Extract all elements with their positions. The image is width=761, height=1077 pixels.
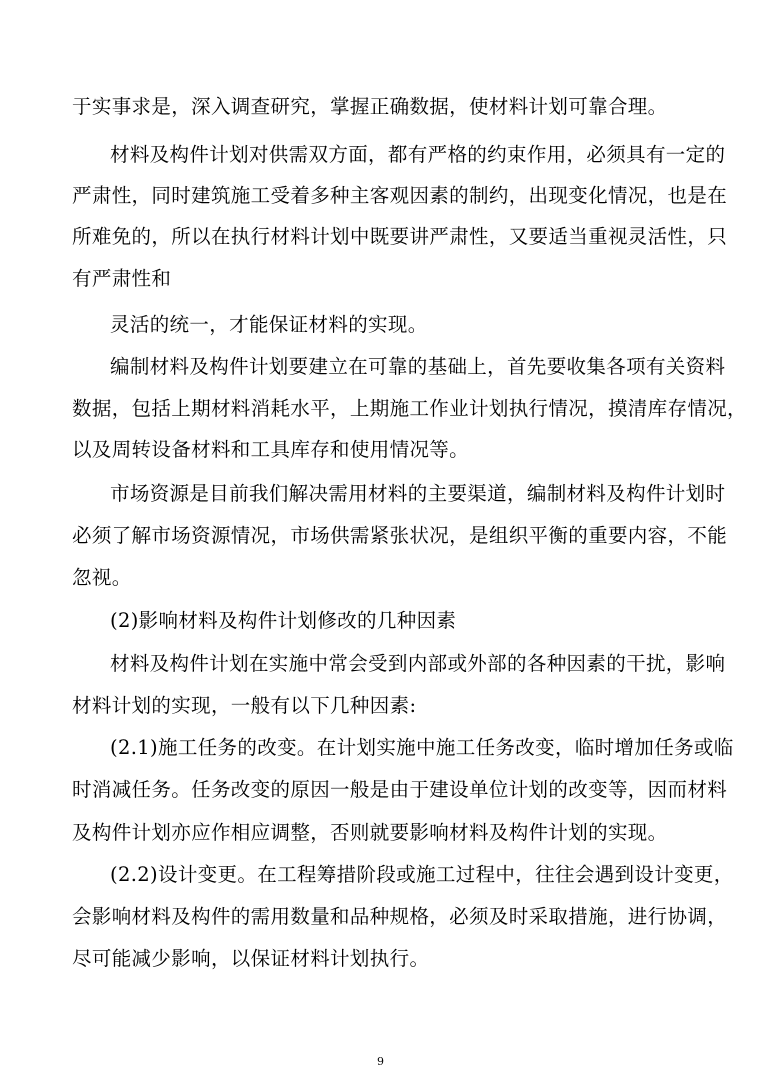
text-line: 有严肃性和: [72, 267, 172, 290]
text-line: 时消减任务。任务改变的原因一般是由于建设单位计划的改变等，因而材料: [72, 778, 728, 801]
text-line: (2.2)设计变更。在工程筹措阶段或施工过程中，往往会遇到设计变更，: [110, 863, 734, 886]
text-line: 会影响材料及构件的需用数量和品种规格，必须及时采取措施，进行协调，: [72, 905, 728, 928]
text-line: 编制材料及构件计划要建立在可靠的基础上，首先要收集各项有关资料: [110, 355, 726, 378]
text-line: 材料及构件计划在实施中常会受到内部或外部的各种因素的干扰，影响: [110, 652, 726, 675]
text-line: 市场资源是目前我们解决需用材料的主要渠道，编制材料及构件计划时: [110, 482, 726, 505]
page-number: 9: [377, 1055, 384, 1068]
text-line: 及构件计划亦应作相应调整，否则就要影响材料及构件计划的实现。: [72, 821, 668, 844]
text-line: 于实事求是，深入调查研究，掌握正确数据，使材料计划可靠合理。: [72, 95, 668, 118]
text-line: (2.1)施工任务的改变。在计划实施中施工任务改变，临时增加任务或临: [110, 736, 734, 759]
text-line: 尽可能减少影响，以保证材料计划执行。: [72, 947, 430, 970]
text-line: 数据，包括上期材料消耗水平，上期施工作业计划执行情况，摸清库存情况，: [72, 397, 747, 420]
text-line: 材料及构件计划对供需双方面，都有严格的约束作用，必须具有一定的: [110, 143, 726, 166]
text-line: 严肃性，同时建筑施工受着多种主客观因素的制约，出现变化情况，也是在: [72, 184, 728, 207]
text-line: 材料计划的实现，一般有以下几种因素:: [72, 694, 417, 717]
text-line: 忽视。: [72, 566, 132, 589]
text-line: 所难免的，所以在执行材料计划中既要讲严肃性，又要适当重视灵活性，只: [72, 225, 728, 248]
text-line: 必须了解市场资源情况，市场供需紧张状况，是组织平衡的重要内容，不能: [72, 524, 728, 547]
text-line: 灵活的统一，才能保证材料的实现。: [110, 313, 428, 336]
section-heading: (2)影响材料及构件计划修改的几种因素: [110, 609, 457, 632]
text-line: 以及周转设备材料和工具库存和使用情况等。: [72, 438, 470, 461]
